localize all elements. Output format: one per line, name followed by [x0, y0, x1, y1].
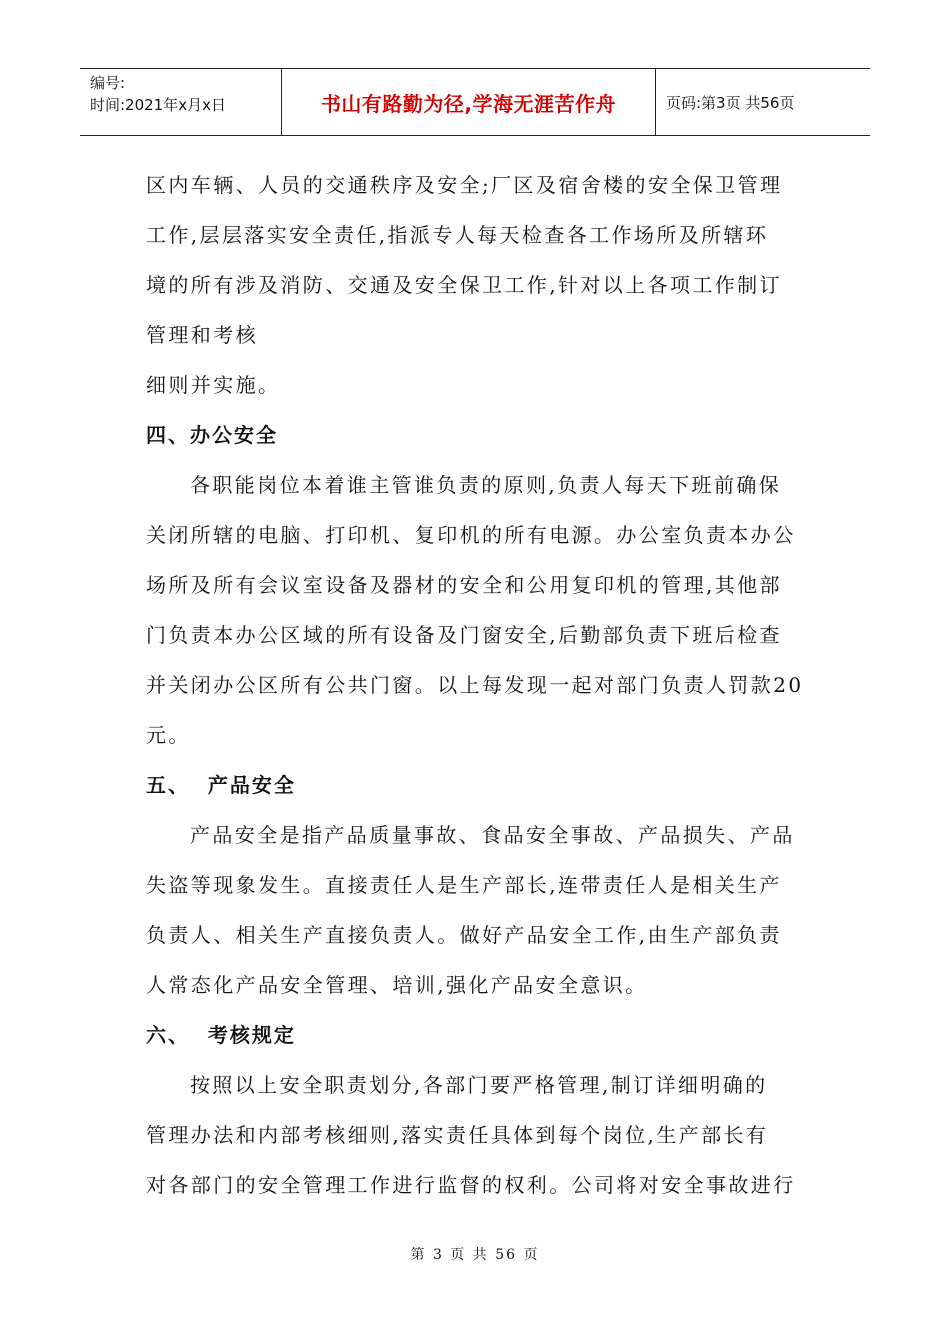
paragraph-line: 各职能岗位本着谁主管谁负责的原则,负责人每天下班前确保 — [190, 473, 782, 497]
header-meta — [80, 69, 282, 135]
paragraph-line: 人常态化产品安全管理、培训,强化产品安全意识。 — [146, 973, 648, 997]
doc-time-label: 时间:2021年x月x日 — [90, 96, 226, 114]
paragraph-line: 门负责本办公区域的所有设备及门窗安全,后勤部负责下班后检查 — [146, 623, 782, 647]
paragraph-line: 对各部门的安全管理工作进行监督的权利。公司将对安全事故进行 — [146, 1173, 796, 1197]
paragraph-line: 关闭所辖的电脑、打印机、复印机的所有电源。办公室负责本办公 — [146, 523, 796, 547]
page-header — [80, 68, 870, 136]
section-heading: 四、办公安全 — [146, 423, 278, 447]
page-footer: 第 3 页 共 56 页 — [410, 1247, 540, 1263]
paragraph-line: 细则并实施。 — [146, 373, 281, 397]
paragraph-line: 管理办法和内部考核细则,落实责任具体到每个岗位,生产部长有 — [146, 1123, 769, 1147]
paragraph-line: 区内车辆、人员的交通秩序及安全;厂区及宿舍楼的安全保卫管理 — [146, 173, 783, 197]
doc-code-label: 编号: — [90, 74, 126, 92]
paragraph-line: 场所及所有会议室设备及器材的安全和公用复印机的管理,其他部 — [146, 573, 782, 597]
paragraph-line: 产品安全是指产品质量事故、食品安全事故、产品损失、产品 — [190, 823, 795, 847]
paragraph-line: 负责人、相关生产直接负责人。做好产品安全工作,由生产部负责 — [146, 923, 782, 947]
paragraph-line: 元。 — [146, 723, 191, 747]
document-body — [146, 160, 806, 1210]
paragraph-line: 失盗等现象发生。直接责任人是生产部长,连带责任人是相关生产 — [146, 873, 782, 897]
header-motto: 书山有路勤为径,学海无涯苦作舟 — [282, 69, 656, 135]
paragraph-line: 按照以上安全职责划分,各部门要严格管理,制订详细明确的 — [190, 1073, 768, 1097]
paragraph-line: 境的所有涉及消防、交通及安全保卫工作,针对以上各项工作制订 — [146, 273, 782, 297]
section-heading: 五、 产品安全 — [146, 773, 296, 797]
paragraph-line: 管理和考核 — [146, 323, 258, 347]
paragraph-line: 工作,层层落实安全责任,指派专人每天检查各工作场所及所辖环 — [146, 223, 769, 247]
paragraph-line: 并关闭办公区所有公共门窗。以上每发现一起对部门负责人罚款20 — [146, 673, 804, 697]
section-heading: 六、 考核规定 — [146, 1023, 296, 1047]
header-page-info: 页码:第3页 共56页 — [666, 93, 795, 112]
